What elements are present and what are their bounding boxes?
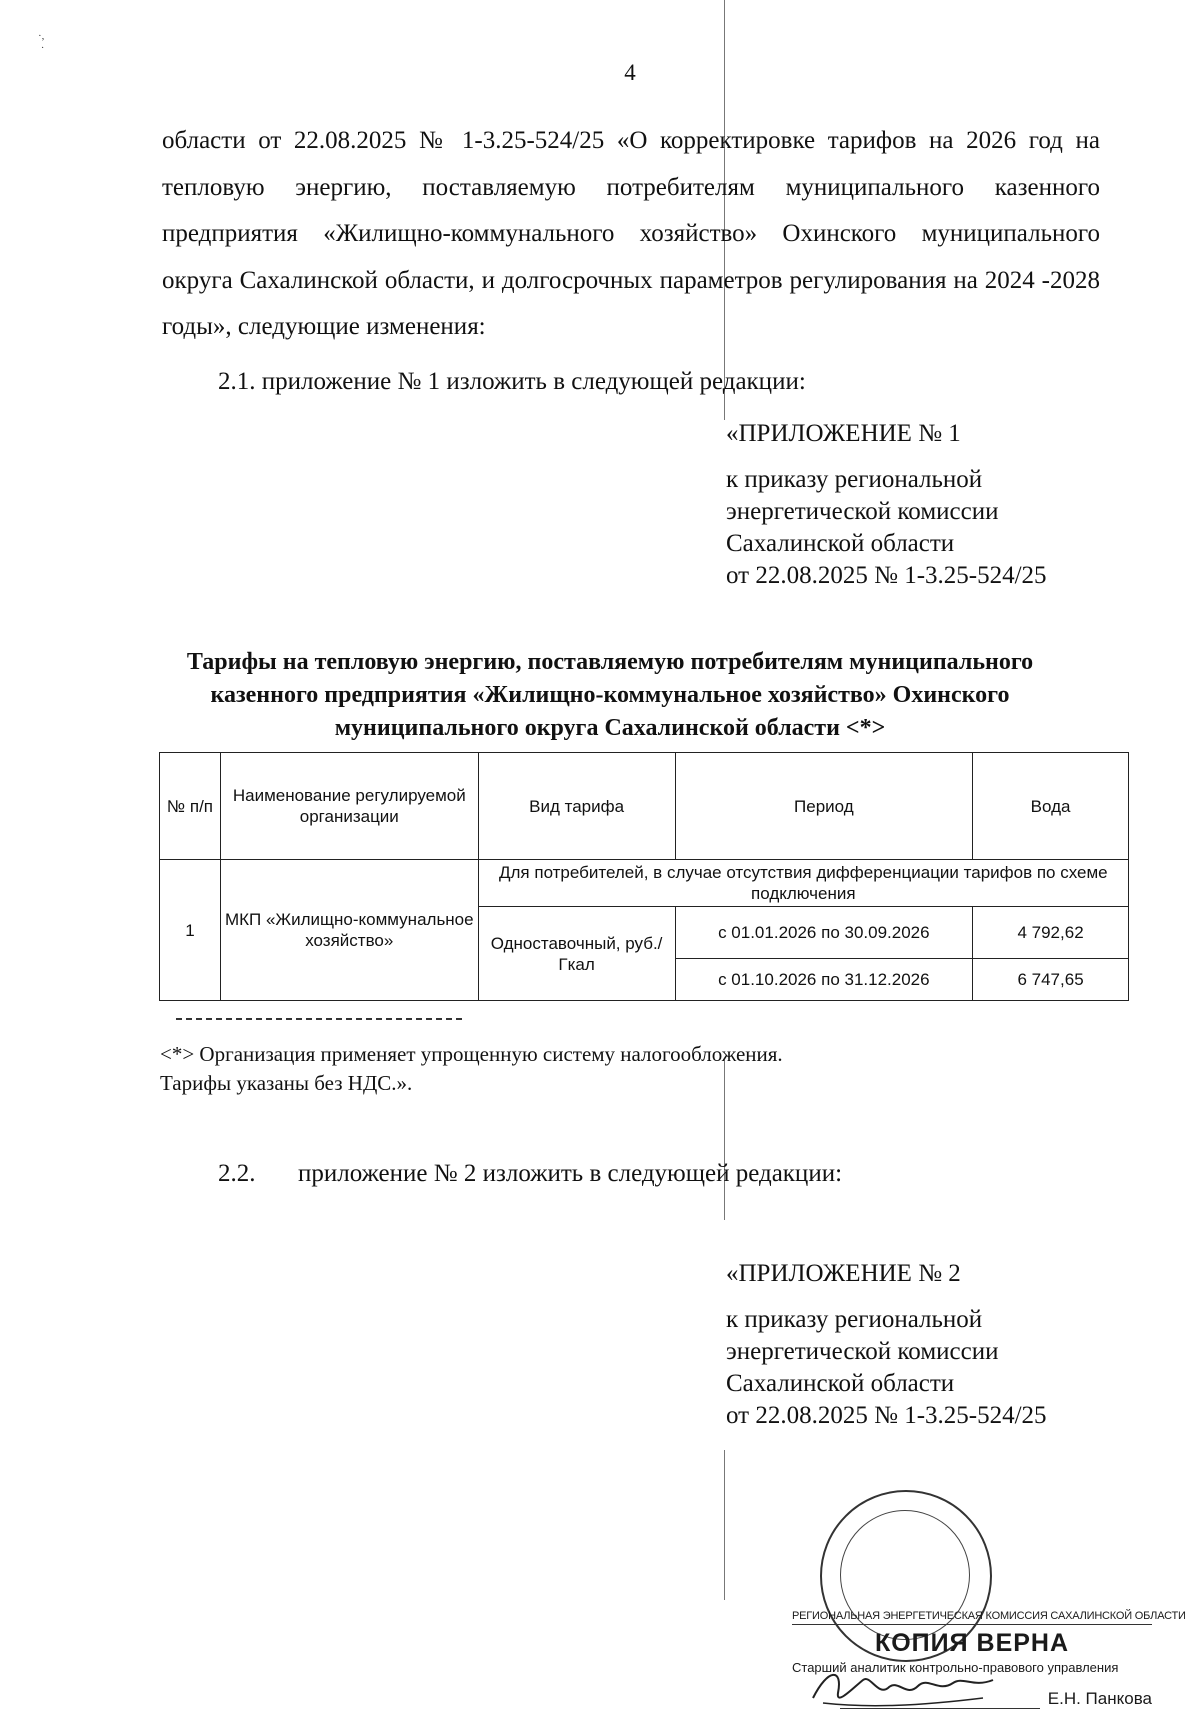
header-org: Наименование регулируемой организации (220, 753, 478, 860)
appendix-line: энергетической комиссии (726, 1338, 999, 1365)
appendix-line: от 22.08.2025 № 1-3.25-524/25 (726, 1402, 1047, 1429)
scan-marks: ·, · (38, 30, 45, 54)
table-header-row (160, 753, 1129, 860)
appendix-line: Сахалинской области (726, 530, 955, 557)
table-title: Тарифы на тепловую энергию, поставляемую потребителям муниципального казенного предприятия «Жилищно-коммунальное хозяйство» Охинского муниципального округа Сахалинской области <*> (186, 649, 1034, 741)
appendix-line: энергетической комиссии (726, 498, 999, 525)
cert-title: КОПИЯ ВЕРНА (874, 1629, 1070, 1657)
handwritten-signature (808, 1658, 998, 1718)
cert-org: РЕГИОНАЛЬНАЯ ЭНЕРГЕТИЧЕСКАЯ КОМИССИЯ САХАЛИНСКОЙ ОБЛАСТИ (792, 1610, 1152, 1625)
value-cell: 6 747,65 (973, 959, 1129, 1001)
cert-position: Старший аналитик контрольно-правового управления (792, 1660, 1119, 1675)
header-period: Период (675, 753, 973, 860)
header-num: № п/п (160, 753, 221, 860)
value-cell: 4 792,62 (973, 907, 1129, 959)
table-subheader: Для потребителей, в случае отсутствия дифференциации тарифов по схеме подключения (478, 860, 1128, 907)
tariff-type: Одноставочный, руб./Гкал (478, 907, 675, 1001)
row-number: 1 (160, 860, 221, 1001)
header-water: Вода (973, 753, 1129, 860)
item-2-2 (218, 1160, 842, 1188)
item-text: приложение № 2 изложить в следующей редакции: (298, 1160, 843, 1187)
appendix-title: «ПРИЛОЖЕНИЕ № 1 (726, 420, 961, 447)
appendix-line: к приказу региональной (726, 1306, 983, 1333)
appendix-line: от 22.08.2025 № 1-3.25-524/25 (726, 562, 1047, 589)
appendix-line: к приказу региональной (726, 466, 983, 493)
footnote-line: Тарифы указаны без НДС.». (160, 1071, 413, 1095)
footnote (160, 1040, 783, 1098)
tariff-table (159, 752, 1129, 1001)
table-row (160, 860, 1129, 907)
intro-paragraph: области от 22.08.2025 № 1-3.25-524/25 «О корректировке тарифов на 2026 год на тепловую энергию, поставляемую потребителям муниципального казенного предприятия «Жилищно-коммунального хозяйство» Охинского муниципального округа Сахалинской области, и долгосрочных параметров регулирования на 2024 -2028 годы», следующие изменения: (162, 127, 1100, 340)
appendix-1-header (726, 418, 1047, 592)
page-number: 4 (624, 60, 636, 85)
period-cell: с 01.01.2026 по 30.09.2026 (675, 907, 973, 959)
footnote-separator (176, 1018, 462, 1020)
org-name: МКП «Жилищно-коммунальное хозяйство» (220, 860, 478, 1001)
period-cell: с 01.10.2026 по 31.12.2026 (675, 959, 973, 1001)
appendix-title: «ПРИЛОЖЕНИЕ № 2 (726, 1260, 961, 1287)
fold-line (724, 1450, 725, 1600)
appendix-line: Сахалинской области (726, 1370, 955, 1397)
header-tariff-type: Вид тарифа (478, 753, 675, 860)
item-number: 2.2. (218, 1160, 256, 1187)
appendix-2-header (726, 1258, 1047, 1432)
item-2-1: 2.1. приложение № 1 изложить в следующей редакции: (218, 368, 806, 395)
footnote-line: <*> Организация применяет упрощенную систему налогообложения. (160, 1042, 783, 1066)
signer-name: Е.Н. Панкова (1047, 1689, 1152, 1708)
